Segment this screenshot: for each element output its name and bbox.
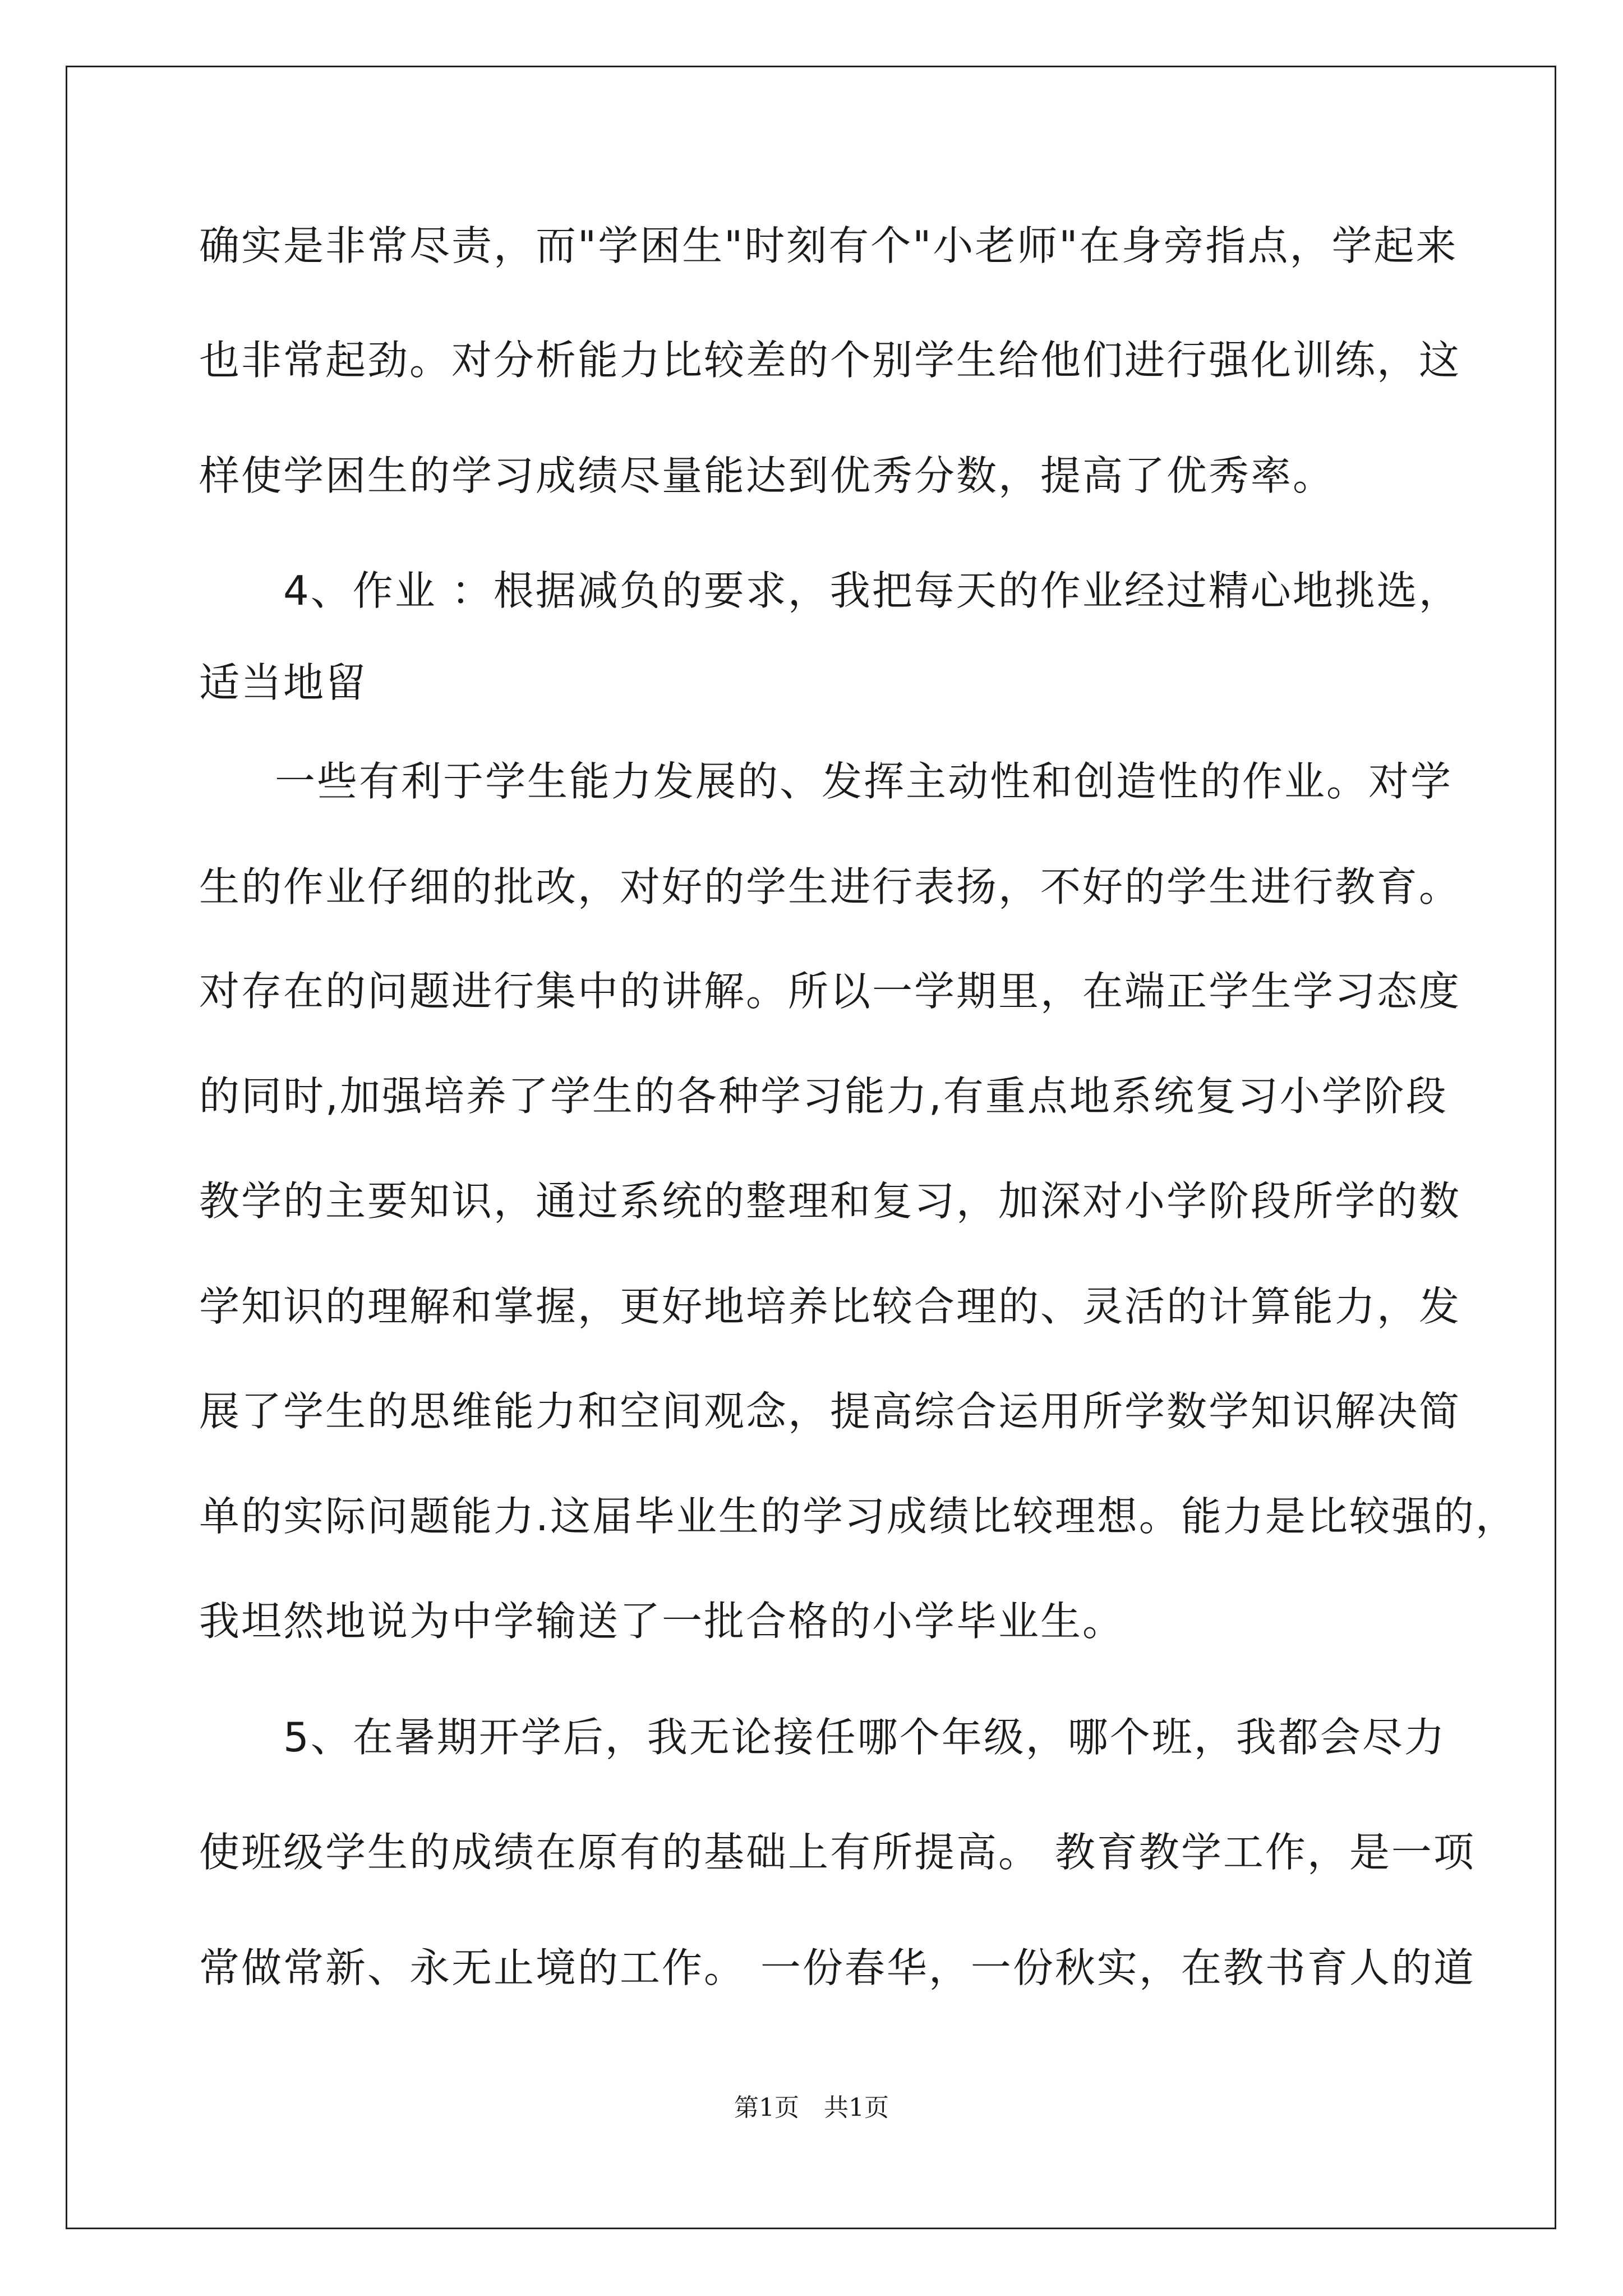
text-line: 的同时,加强培养了学生的各种学习能力,有重点地系统复习小学阶段	[199, 1073, 1448, 1120]
text-line: 生的作业仔细的批改，对好的学生进行表扬，不好的学生进行教育。	[199, 863, 1461, 910]
text-line: 样使学困生的学习成绩尽量能达到优秀分数，提高了优秀率。	[199, 452, 1335, 499]
text-line: 使班级学生的成绩在原有的基础上有所提高。 教育教学工作，是一项	[199, 1829, 1476, 1876]
text-line: 适当地留	[199, 659, 368, 706]
text-line: 确实是非常尽责，而"学困生"时刻有个"小老师"在身旁指点，学起来	[199, 222, 1458, 269]
text-line: 一些有利于学生能力发展的、发挥主动性和创造性的作业。对学	[275, 758, 1453, 805]
text-line: 我坦然地说为中学输送了一批合格的小学毕业生。	[199, 1598, 1125, 1645]
text-line: 5、在暑期开学后，我无论接任哪个年级，哪个班，我都会尽力	[283, 1714, 1446, 1761]
page-number-footer: 第1页 共1页	[734, 2093, 889, 2122]
text-line: 4、作业 ：根据减负的要求，我把每天的作业经过精心地挑选，	[283, 567, 1461, 614]
page-border	[66, 66, 1556, 2229]
text-line: 单的实际问题能力.这届毕业生的学习成绩比较理想。能力是比较强的，	[199, 1493, 1518, 1540]
text-line: 教学的主要知识，通过系统的整理和复习，加深对小学阶段所学的数	[199, 1177, 1461, 1225]
text-line: 学知识的理解和掌握，更好地培养比较合理的、灵活的计算能力，发	[199, 1283, 1461, 1330]
text-line: 常做常新、永无止境的工作。 一份春华，一份秋实，在教书育人的道	[199, 1944, 1476, 1991]
text-line: 展了学生的思维能力和空间观念，提高综合运用所学数学知识解决简	[199, 1388, 1461, 1435]
text-line: 对存在的问题进行集中的讲解。所以一学期里，在端正学生学习态度	[199, 968, 1461, 1015]
text-line: 也非常起劲。对分析能力比较差的个别学生给他们进行强化训练，这	[199, 337, 1461, 384]
